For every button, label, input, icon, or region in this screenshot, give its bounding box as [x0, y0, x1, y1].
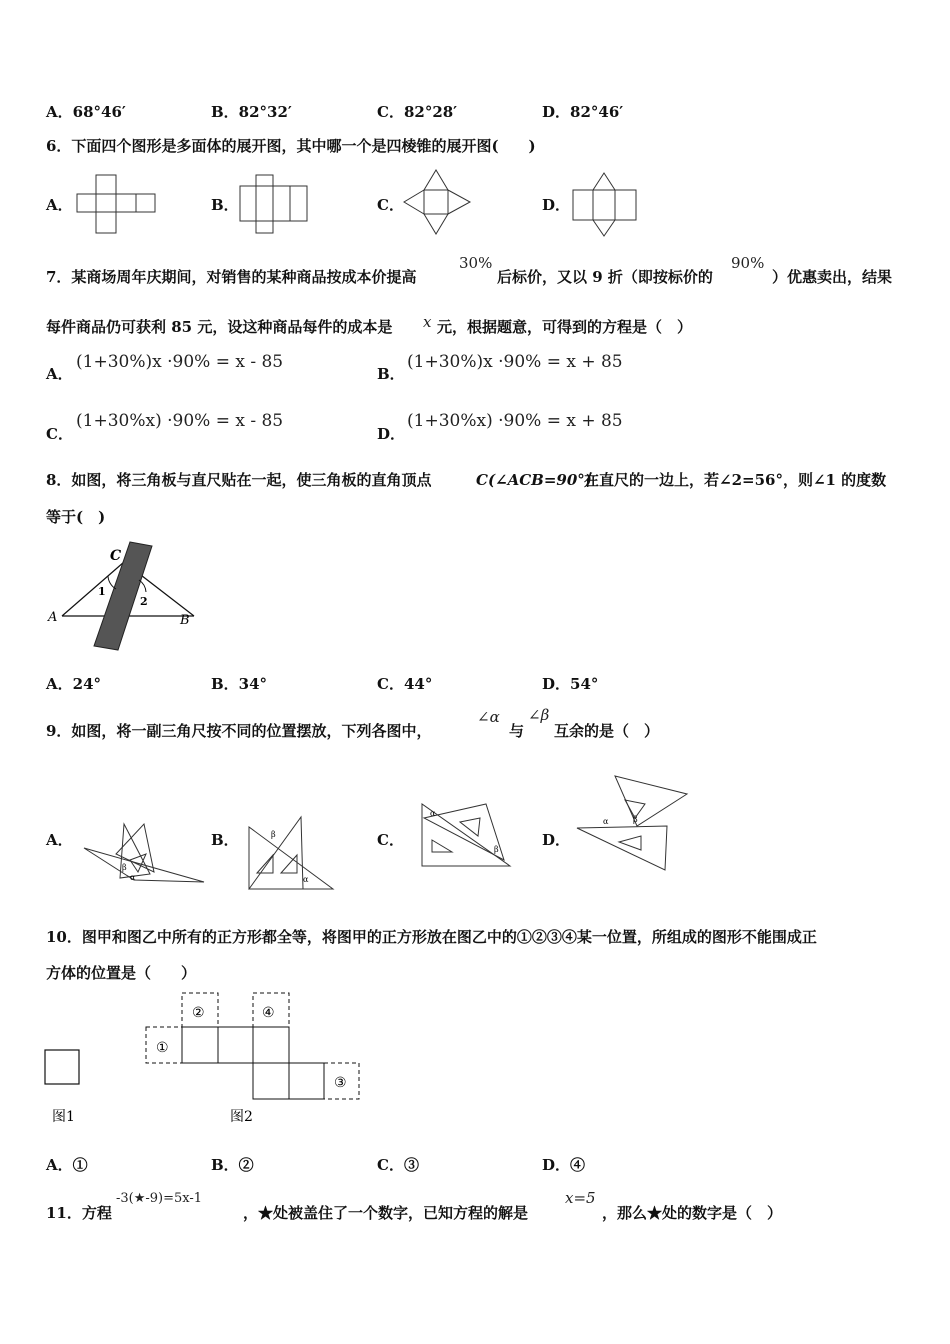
- q6-label-b: B．: [211, 196, 239, 214]
- q10-option-d: D．④: [542, 1156, 586, 1174]
- q7-pct-30: 30%: [459, 254, 493, 272]
- q9-angle-alpha: ∠α: [477, 708, 500, 726]
- q8-figure: [46, 540, 206, 655]
- q9-label-d: D．: [542, 831, 571, 849]
- q7-text-line2a: 每件商品仍可获利 85 元，设这种商品每件的成本是: [46, 318, 393, 336]
- q7-text-line1c: ）优惠卖出，结果: [772, 268, 893, 286]
- svg-text:图2: 图2: [230, 1109, 253, 1125]
- svg-text:④: ④: [262, 1005, 275, 1021]
- svg-text:③: ③: [334, 1075, 347, 1091]
- svg-text:α: α: [303, 875, 309, 884]
- q8-text-angle: C(∠ACB=90°): [476, 471, 592, 489]
- q9-figure-d: [575, 774, 690, 874]
- svg-text:β: β: [271, 830, 276, 839]
- q8-option-a: A．24°: [46, 675, 102, 693]
- q7-variable-x: x: [423, 313, 432, 331]
- q11-equation: -3(★-9)=5x-1: [116, 1191, 203, 1206]
- q6-question: 6．下面四个图形是多面体的展开图，其中哪一个是四棱锥的展开图( ): [46, 137, 536, 155]
- q6-figure-b: [239, 172, 311, 236]
- q8-fig-label-2: 2: [140, 595, 148, 608]
- q10-option-b: B．②: [211, 1156, 254, 1174]
- q6-figure-d: [572, 170, 638, 238]
- q7-equation-b: (1+30%)x ·90% = x + 85: [407, 352, 623, 372]
- q9-figure-c: [418, 800, 518, 870]
- q9-label-b: B．: [211, 831, 239, 849]
- q7-equation-a: (1+30%)x ·90% = x - 85: [76, 352, 284, 372]
- q10-text-line1: 10．图甲和图乙中所有的正方形都全等，将图甲的正方形放在图乙中的①②③④某一位置，所组成的图形不能围成正: [46, 928, 817, 946]
- q7-equation-c: (1+30%x) ·90% = x - 85: [76, 411, 284, 431]
- q8-fig-label-c: C: [110, 548, 122, 564]
- q6-figure-a: [76, 172, 158, 236]
- q10-figure: [40, 990, 370, 1130]
- q11-text-line1: 11．方程: [46, 1204, 112, 1222]
- svg-text:图1: 图1: [52, 1109, 75, 1125]
- q8-fig-label-a: A: [48, 610, 58, 625]
- q5-option-a: A．68°46′: [46, 103, 126, 121]
- q7-label-d: D．: [377, 425, 406, 443]
- q9-figure-a: [82, 820, 207, 892]
- q5-option-c: C．82°28′: [377, 103, 458, 121]
- q9-text-yu: 与: [509, 722, 525, 740]
- q9-text-line2: 互余的是（ ）: [554, 722, 660, 740]
- svg-text:α: α: [430, 809, 436, 818]
- q10-option-c: C．③: [377, 1156, 419, 1174]
- q7-text-line1a: 7．某商场周年庆期间，对销售的某种商品按成本价提高: [46, 268, 417, 286]
- q8-text-line1a: 8．如图，将三角板与直尺贴在一起，使三角板的直角顶点: [46, 471, 432, 489]
- q7-equation-d: (1+30%x) ·90% = x + 85: [407, 411, 623, 431]
- q6-figure-c: [402, 168, 474, 238]
- q7-pct-90: 90%: [731, 254, 765, 272]
- svg-text:β: β: [122, 863, 127, 872]
- svg-text:①: ①: [156, 1040, 169, 1056]
- q8-fig-label-b: B: [180, 613, 190, 628]
- svg-text:α: α: [130, 873, 136, 882]
- q5-option-b: B．82°32′: [211, 103, 292, 121]
- q9-label-c: C．: [377, 831, 404, 849]
- svg-text:α: α: [603, 817, 609, 826]
- q7-text-line1b: 后标价，又以 9 折（即按标价的: [497, 268, 713, 286]
- q10-text-line2: 方体的位置是（ ）: [46, 964, 197, 982]
- q7-label-c: C．: [46, 425, 73, 443]
- q9-figure-b: [245, 815, 337, 893]
- q11-text-line2: ，★处被盖住了一个数字，已知方程的解是: [243, 1204, 529, 1222]
- q8-option-b: B．34°: [211, 675, 268, 693]
- q8-text-line1c: 在直尺的一边上，若∠2=56°，则∠1 的度数: [584, 471, 887, 489]
- q11-text-line3: ，那么★处的数字是（ ）: [602, 1204, 783, 1222]
- svg-text:β: β: [633, 815, 638, 824]
- q6-label-c: C．: [377, 196, 404, 214]
- q7-label-b: B．: [377, 365, 405, 383]
- svg-text:②: ②: [192, 1005, 205, 1021]
- q8-text-line2: 等于( ): [46, 508, 106, 526]
- q7-text-line2b: 元，根据题意，可得到的方程是（ ）: [437, 318, 693, 336]
- q9-label-a: A．: [46, 831, 73, 849]
- svg-text:β: β: [494, 845, 499, 854]
- q11-solution: x=5: [565, 1189, 596, 1207]
- q9-angle-beta: ∠β: [528, 706, 550, 724]
- q7-label-a: A．: [46, 365, 73, 383]
- q8-option-c: C．44°: [377, 675, 433, 693]
- q9-text-line1: 9．如图，将一副三角尺按不同的位置摆放，下列各图中，: [46, 722, 432, 740]
- q8-option-d: D．54°: [542, 675, 599, 693]
- q5-option-d: D．82°46′: [542, 103, 624, 121]
- q6-label-a: A．: [46, 196, 73, 214]
- q10-option-a: A．①: [46, 1156, 88, 1174]
- q6-label-d: D．: [542, 196, 571, 214]
- q8-fig-label-1: 1: [98, 585, 106, 598]
